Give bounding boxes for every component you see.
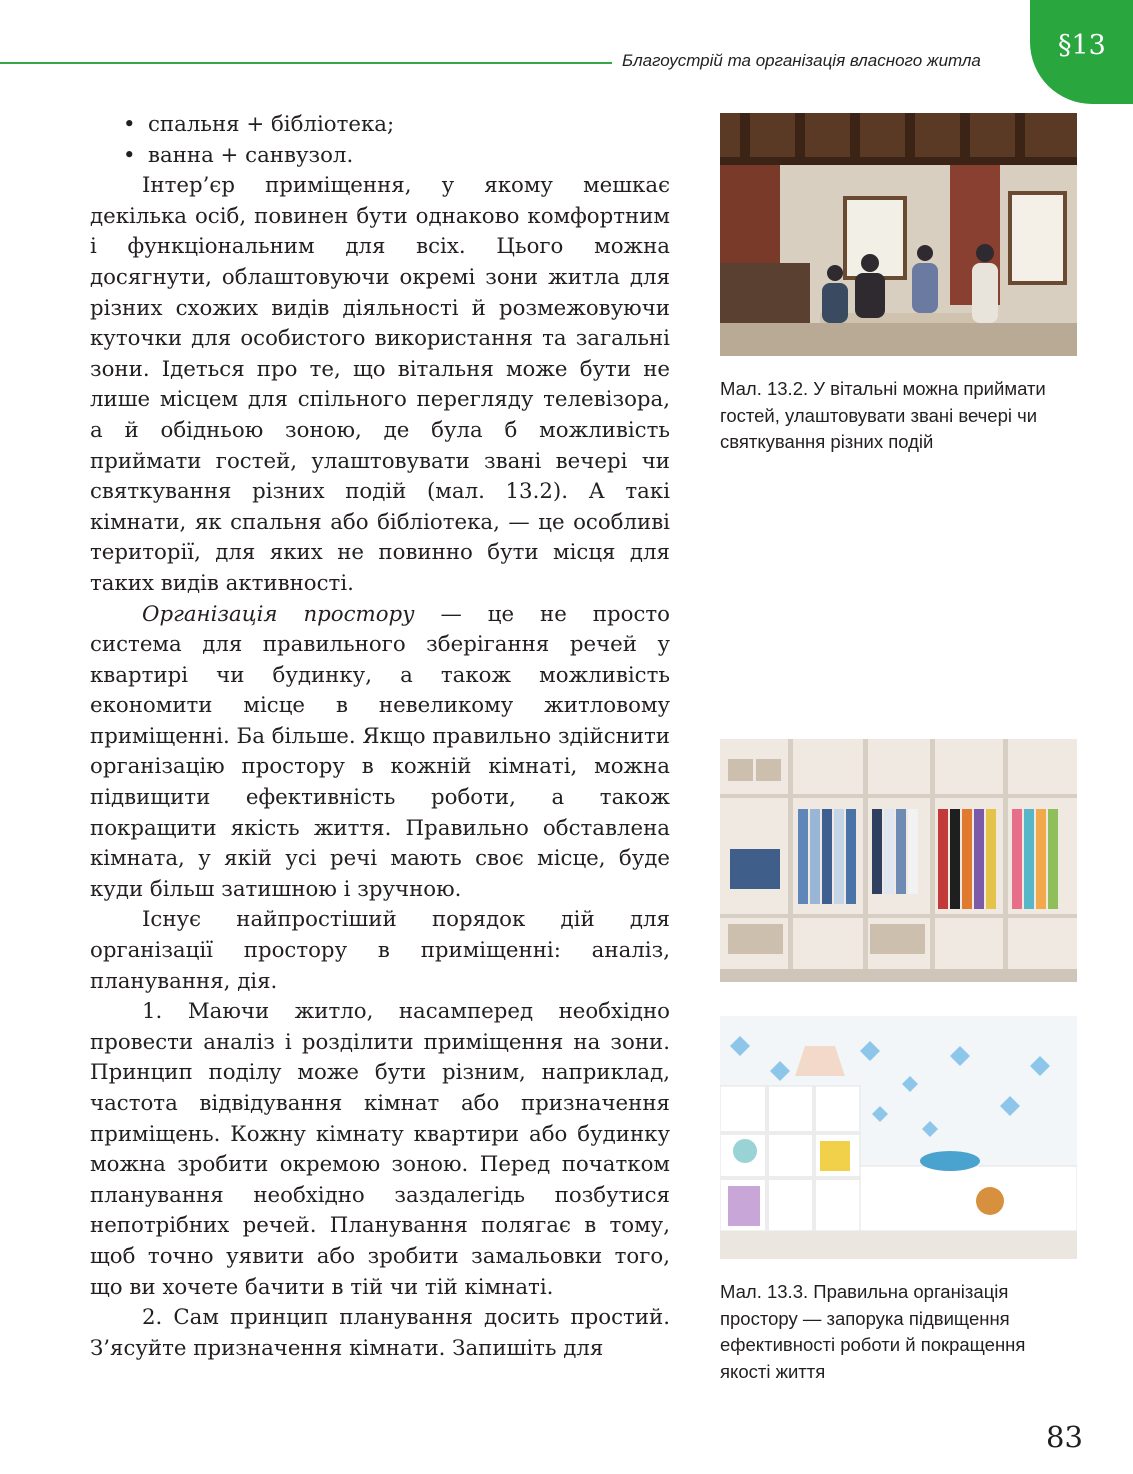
term-space-organization: Організація простору xyxy=(142,601,415,627)
bullet-item: • спальня + бібліотека; xyxy=(90,110,670,141)
header-rule xyxy=(0,62,612,64)
section-number: §13 xyxy=(1058,30,1106,61)
figure-13-2-caption: Мал. 13.2. У вітальні можна приймати гостей, улаштовувати звані вечері чи святкування різних подій xyxy=(720,378,1046,452)
bullet-item: • ванна + санвузол. xyxy=(90,141,670,172)
kids-room-photo xyxy=(720,1016,1077,1259)
paragraph-space-organization xyxy=(90,600,670,906)
page-number: 83 xyxy=(1046,1420,1083,1454)
paragraph-step-1: 1. Маючи житло, насамперед необхідно провести аналіз і розділити приміщення на зони. Принцип поділу може бути різним, наприклад, частота відвідування кімнат або призначення приміщень. Кожну кімнату квартири або будинку можна зробити окремою зоною. Перед початком планування необхідно заздалегідь позбутися непотрібних речей. Планування полягає в тому, щоб точно уявити або зробити замальовки того, що ви хочете бачити в тій чи тій кімнаті. xyxy=(90,999,670,1300)
running-header-title: Благоустрій та організація власного житла xyxy=(622,51,981,70)
paragraph-step-2: 2. Сам принцип планування досить простий. З’ясуйте призначення кімнати. Запишіть для xyxy=(90,1305,670,1361)
paragraph-order: Існує найпростіший порядок дій для організації простору в приміщенні: аналіз, планування, дія. xyxy=(90,907,670,994)
main-text-column xyxy=(90,110,670,1364)
living-room-photo xyxy=(720,113,1077,356)
paragraph-interior: Інтер’єр приміщення, у якому мешкає декілька осіб, повинен бути однаково комфортним і функціональним для всіх. Цього можна досягнути, облаштовуючи окремі зони житла для різних схожих видів діяльності й розмежовуючи куточки для особистого використання та загальні зони. Ідеться про те, що вітальня може бути не лише місцем для спільного перегляду телевізора, а й обідньою зоною, де була б можливість приймати гостей, улаштовувати звані вечері чи святкування різних подій (мал. 13.2). А такі кімнати, як спальня або бібліотека, — це особливі території, для яких не повинно бути місця для таких видів активності. xyxy=(90,173,670,596)
section-badge xyxy=(1030,0,1133,104)
figure-13-3-caption: Мал. 13.3. Правильна організація простору — запорука підвищення ефективності роботи й покращення якості життя xyxy=(720,1281,1026,1382)
paragraph-space-organization-text: — це не просто система для правильного зберігання речей у квартирі чи будинку, а також можливість економити місце в невеликому житловому приміщенні. Ба більше. Якщо правильно здійснити організацію простору в кожній кімнаті, можна підвищити ефективність роботи, а також покращити якість життя. Правильно обставлена кімната, у якій усі речі мають своє місце, буде куди більш затишною і зручною. xyxy=(90,601,670,902)
wardrobe-photo xyxy=(720,739,1077,982)
